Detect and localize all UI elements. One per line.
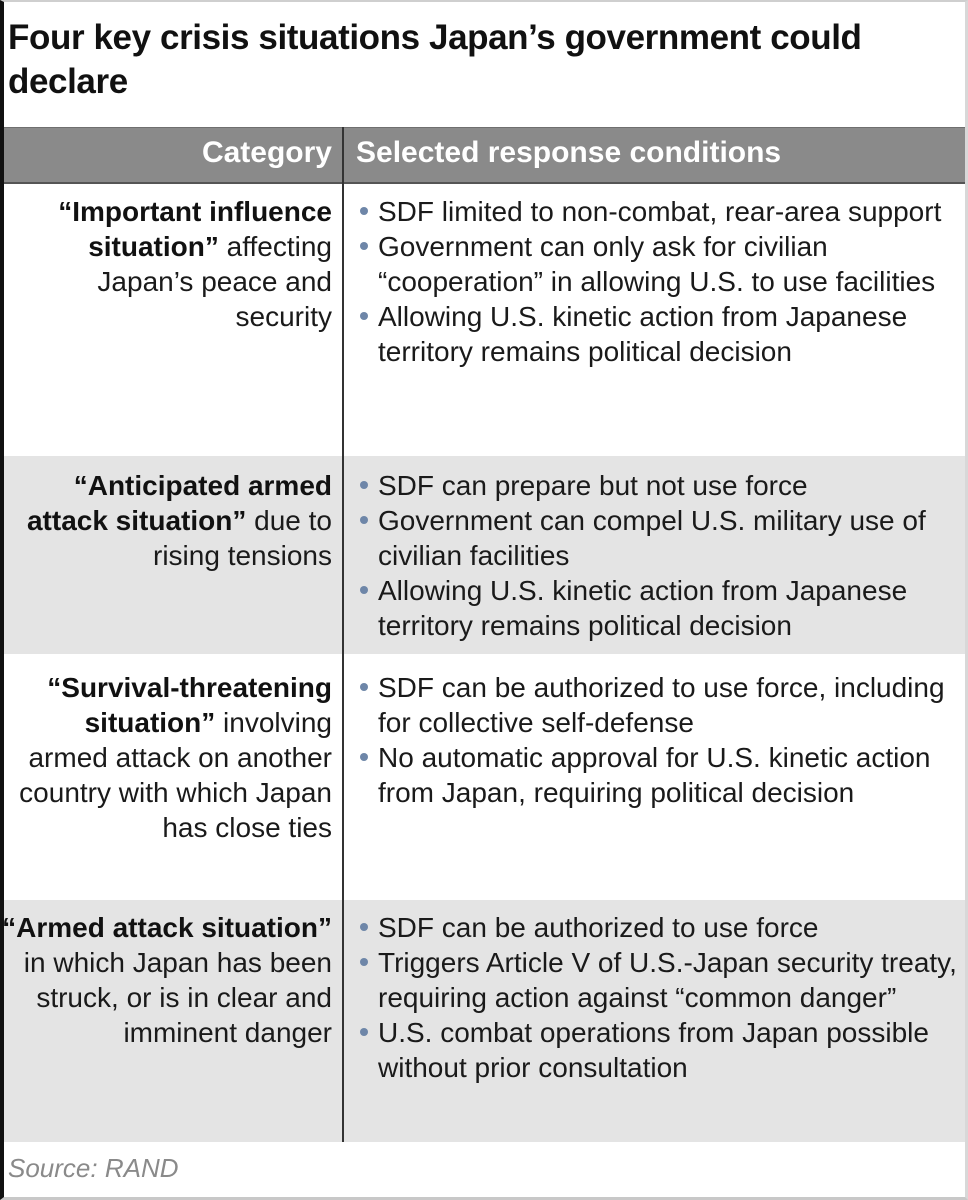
- header-response: Selected response conditions: [356, 136, 782, 169]
- conditions-list: [358, 670, 963, 810]
- bullet-icon: [360, 516, 368, 524]
- category-cell: [2, 670, 332, 845]
- bullet-icon: [360, 923, 368, 931]
- conditions-list: [358, 468, 963, 643]
- list-item: Triggers Article V of U.S.-Japan security treaty, requiring action against “common danger”: [358, 945, 963, 1015]
- list-item: Allowing U.S. kinetic action from Japanese territory remains political decision: [358, 299, 963, 369]
- table-row: [4, 900, 965, 1142]
- list-item: SDF can be authorized to use force, including for collective self-defense: [358, 670, 963, 740]
- category-name: “Armed attack situation”: [2, 912, 332, 943]
- table-header: [4, 127, 965, 184]
- bullet-icon: [360, 753, 368, 761]
- bullet-icon: [360, 683, 368, 691]
- bullet-icon: [360, 481, 368, 489]
- list-item: SDF can prepare but not use force: [358, 468, 963, 503]
- column-divider: [342, 127, 344, 1142]
- list-item: SDF limited to non-combat, rear-area support: [358, 194, 963, 229]
- conditions-list: [358, 910, 963, 1085]
- list-item: Allowing U.S. kinetic action from Japanese territory remains political decision: [358, 573, 963, 643]
- bullet-icon: [360, 312, 368, 320]
- category-cell: [2, 468, 332, 573]
- list-item: Government can only ask for civilian “cooperation” in allowing U.S. to use facilities: [358, 229, 963, 299]
- category-cell: [2, 910, 332, 1050]
- list-item: U.S. combat operations from Japan possible without prior consultation: [358, 1015, 963, 1085]
- table-row: [4, 656, 965, 898]
- bullet-icon: [360, 958, 368, 966]
- table-row: [4, 456, 965, 654]
- category-name: “Anticipated armed attack situation”: [26, 470, 332, 536]
- bullet-icon: [360, 586, 368, 594]
- source-note: Source: RAND: [8, 1153, 179, 1183]
- category-name: “Important influence situation”: [58, 196, 332, 262]
- category-cell: [2, 194, 332, 334]
- category-description: affecting Japan’s peace and security: [97, 231, 332, 332]
- list-item: Government can compel U.S. military use of civilian facilities: [358, 503, 963, 573]
- category-description: involving armed attack on another country with which Japan has close ties: [19, 707, 332, 843]
- category-name: “Survival-threatening situation”: [47, 672, 332, 738]
- category-description: in which Japan has been struck, or is in clear and imminent danger: [23, 947, 332, 1048]
- header-category: Category: [201, 136, 332, 169]
- bullet-icon: [360, 1028, 368, 1036]
- figure-title: Four key crisis situations Japan’s government could declare: [8, 18, 862, 101]
- bullet-icon: [360, 242, 368, 250]
- conditions-list: [358, 194, 963, 369]
- category-description: due to rising tensions: [153, 505, 332, 571]
- bullet-icon: [360, 207, 368, 215]
- table-row: [4, 182, 965, 454]
- list-item: SDF can be authorized to use force: [358, 910, 963, 945]
- list-item: No automatic approval for U.S. kinetic action from Japan, requiring political decision: [358, 740, 963, 810]
